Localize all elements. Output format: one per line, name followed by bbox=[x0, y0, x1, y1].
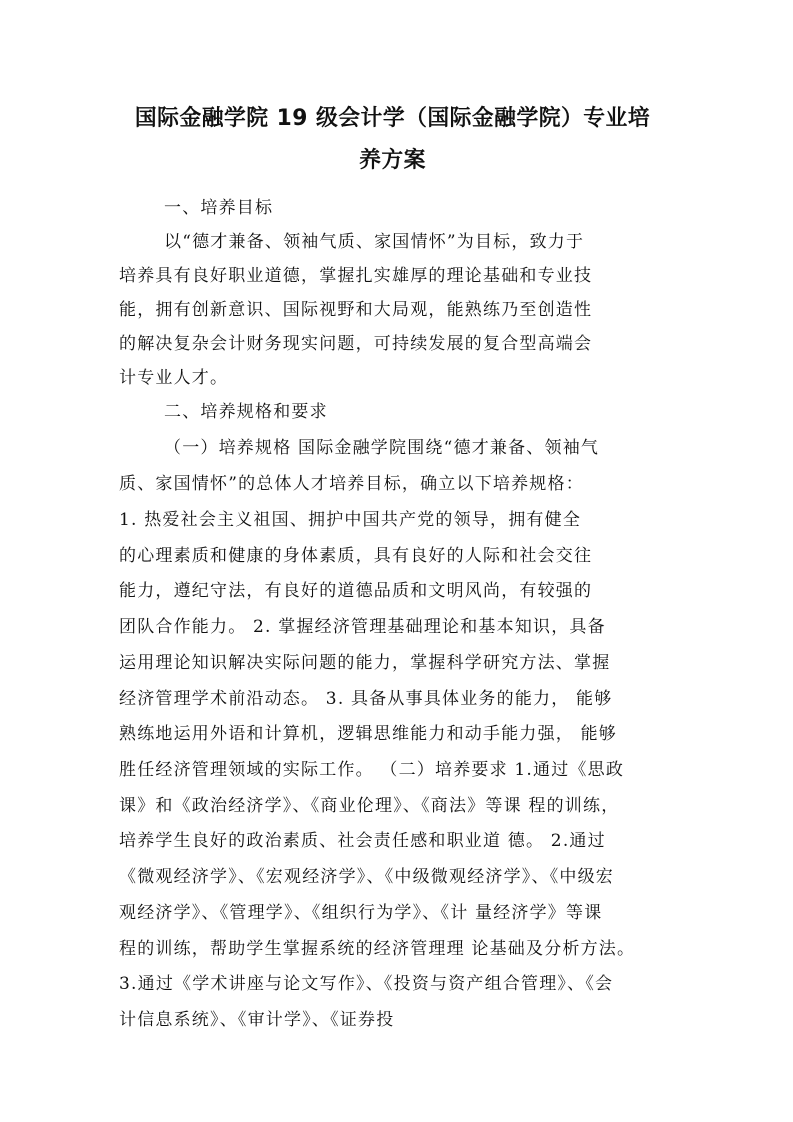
paragraph-line: 程的训练，帮助学生掌握系统的经济管理理 论基础及分析方法。 bbox=[119, 939, 636, 959]
paragraph-line: 3.通过《学术讲座与论文写作》、《投资与资产组合管理》、《会 bbox=[119, 974, 614, 994]
paragraph-line: 质、家国情怀”的总体人才培养目标，确立以下培养规格： bbox=[119, 474, 584, 494]
paragraph-line: 培养学生良好的政治素质、社会责任感和职业道 德。 2.通过 bbox=[119, 831, 606, 851]
document-title-line-1: 国际金融学院 19 级会计学（国际金融学院）专业培 bbox=[134, 106, 651, 131]
paragraph-line: 能力，遵纪守法，有良好的道德品质和文明风尚，有较强的 bbox=[119, 581, 593, 601]
paragraph-line: 《微观经济学》、《宏观经济学》、《中级微观经济学》、《中级宏 bbox=[119, 867, 614, 887]
paragraph-line: 的心理素质和健康的身体素质，具有良好的人际和社会交往 bbox=[119, 546, 593, 566]
paragraph-line: 运用理论知识解决实际问题的能力，掌握科学研究方法、掌握 bbox=[119, 653, 611, 673]
paragraph-line: 观经济学》、《管理学》、《组织行为学》、《计 量经济学》等课 bbox=[119, 903, 603, 923]
paragraph-line: 计信息系统》、《审计学》、《证券投 bbox=[119, 1010, 395, 1030]
paragraph-line: 能，拥有创新意识、国际视野和大局观，能熟练乃至创造性 bbox=[119, 300, 593, 320]
paragraph-line: 计专业人才。 bbox=[119, 368, 229, 388]
paragraph-line: （一）培养规格 国际金融学院围绕“德才兼备、领袖气 bbox=[164, 438, 600, 458]
paragraph-line: 的解决复杂会计财务现实问题，可持续发展的复合型高端会 bbox=[119, 334, 593, 354]
paragraph-line: 熟练地运用外语和计算机，逻辑思维能力和动手能力强， 能够 bbox=[119, 724, 618, 744]
paragraph-line: 经济管理学术前沿动态。 3. 具备从事具体业务的能力， 能够 bbox=[119, 689, 613, 709]
paragraph-line: 胜任经济管理领域的实际工作。 （二）培养要求 1.通过《思政 bbox=[119, 760, 625, 780]
paragraph-line: 培养具有良好职业道德，掌握扎实雄厚的理论基础和专业技 bbox=[119, 266, 593, 286]
paragraph-line: 课》和《政治经济学》、《商业伦理》、《商法》等课 程的训练， bbox=[119, 796, 620, 816]
section-heading-goals: 一、培养目标 bbox=[164, 198, 274, 218]
paragraph-line: 团队合作能力。 2. 掌握经济管理基础理论和基本知识，具备 bbox=[119, 617, 606, 637]
section-heading-specs: 二、培养规格和要求 bbox=[164, 402, 328, 422]
paragraph-line: 1. 热爱社会主义祖国、拥护中国共产党的领导，拥有健全 bbox=[119, 510, 582, 530]
paragraph-line: 以“德才兼备、领袖气质、家国情怀”为目标，致力于 bbox=[164, 232, 585, 252]
document-title-line-2: 养方案 bbox=[359, 148, 426, 173]
